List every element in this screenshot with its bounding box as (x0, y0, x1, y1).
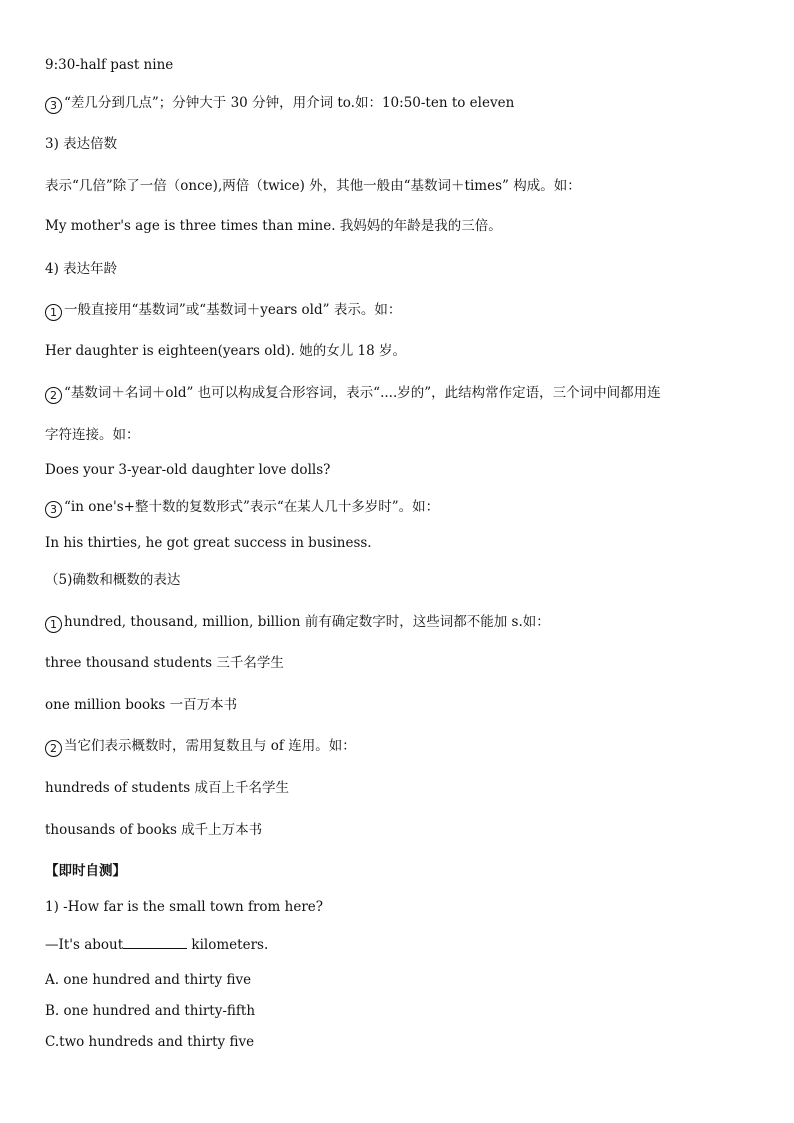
option-c: C.two hundreds and thirty five (45, 1034, 255, 1050)
text-line: 9:30-half past nine (45, 57, 174, 73)
section-heading: 4) 表达年龄 (45, 261, 118, 277)
line-text: 当它们表示概数时，需用复数且与 of 连用。如： (64, 738, 356, 754)
circled-number: 3 (45, 501, 62, 518)
question-text: 1) -How far is the small town from here? (45, 899, 324, 915)
section-heading: （5)确数和概数的表达 (45, 572, 181, 588)
example-phrase: one million books 一百万本书 (45, 697, 238, 713)
example-sentence: My mother's age is three times than mine. 我妈妈的年龄是我的三倍。 (45, 218, 502, 234)
line-text: 一般直接用“基数词”或“基数词＋years old” 表示。如： (64, 302, 402, 318)
text-line (45, 498, 774, 518)
example-phrase: hundreds of students 成百上千名学生 (45, 780, 289, 796)
line-text: “差几分到几点”；分钟大于 30 分钟，用介词 to.如：10:50-ten to eleven (64, 95, 515, 111)
line-text: “in one's+整十数的复数形式”表示“在某人几十多岁时”。如： (64, 499, 440, 515)
circled-number: 3 (45, 97, 62, 114)
question-answer-line (45, 935, 774, 954)
option-b: B. one hundred and thirty-fifth (45, 1003, 256, 1019)
circled-number: 1 (45, 616, 62, 633)
example-sentence: Her daughter is eighteen(years old). 她的女儿 18 岁。 (45, 343, 406, 359)
example-phrase: thousands of books 成千上万本书 (45, 822, 263, 838)
text-line (45, 94, 774, 114)
option-a: A. one hundred and thirty five (45, 972, 252, 988)
text-line (45, 301, 774, 321)
example-phrase: three thousand students 三千名学生 (45, 655, 284, 671)
quiz-heading: 【即时自测】 (45, 863, 126, 879)
text-line: 表示“几倍”除了一倍（once),两倍（twice) 外，其他一般由“基数词＋times” 构成。如： (45, 178, 581, 194)
section-heading: 3) 表达倍数 (45, 136, 118, 152)
text-line (45, 613, 774, 633)
circled-number: 2 (45, 387, 62, 404)
line-text: —It's about (45, 937, 124, 953)
circled-number: 2 (45, 740, 62, 757)
example-sentence: Does your 3-year-old daughter love dolls? (45, 462, 331, 478)
example-sentence: In his thirties, he got great success in business. (45, 535, 372, 551)
text-line (45, 384, 774, 404)
answer-blank (123, 935, 187, 949)
line-text: kilometers. (187, 937, 269, 953)
line-text: “基数词＋名词＋old” 也可以构成复合形容词，表示“....岁的”，此结构常作定语，三个词中间都用连 (64, 385, 661, 401)
text-line: 字符连接。如： (45, 427, 140, 443)
text-line (45, 737, 774, 757)
circled-number: 1 (45, 304, 62, 321)
line-text: hundred, thousand, million, billion 前有确定数字时，这些词都不能加 s.如： (64, 614, 550, 630)
